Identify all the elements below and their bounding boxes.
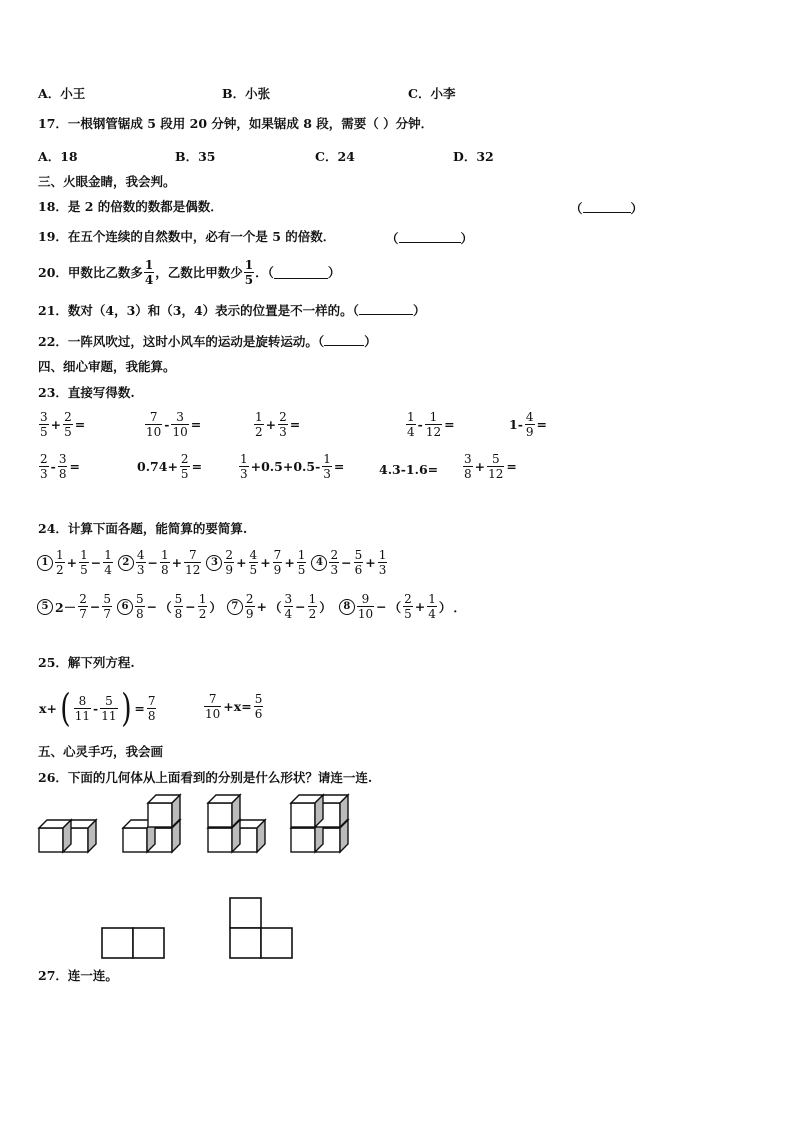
solid-1 (39, 820, 96, 852)
q23-item-3: 1 2 + $\frac{2}{3}$ = (255, 410, 301, 439)
q20-text-b: ，乙数比甲数少 (155, 264, 243, 280)
q23-item-4: 1 4 - $\frac{1}{12}$ = (407, 410, 455, 439)
paren-close: ） (630, 201, 644, 216)
q22-text: 22．一阵风吹过，这时小风车的运动是旋转运动。（ (38, 334, 325, 349)
q16-option-a: A．小王 (38, 86, 86, 101)
q23-text: 23．直接写得数. (38, 385, 135, 400)
q25-equation-2: 7 10 +x= $\frac{5}{6}$ (205, 692, 263, 721)
paren-close: ） (460, 231, 474, 246)
q24-row-1: 1 1 2 + $\frac{1}{5}$ − $\frac{1}{4}$ 2 4 3 − $\frac{1}{8}$ + $\frac{7}{12}$ 3 2 9 + $\frac{4}{5}$ + $\frac{7}{9}$ + $\frac{1}{5}$ 4 2 3 − $\frac{5}{6}$ + $\frac{1}{3}$ (37, 548, 388, 577)
paren-close: ） (364, 334, 377, 349)
q25-equation-1: x+ ( 8 11 - 5 11 ) = $\frac{7}{8}$ (39, 686, 156, 730)
solid-4 (291, 795, 348, 852)
paren-close: ） (412, 303, 426, 318)
q19-text: 19．在五个连续的自然数中，必有一个是 5 的倍数． (38, 229, 336, 244)
section-4-heading: 四、细心审题，我能算。 (38, 359, 176, 374)
circled-number: 7 (227, 599, 243, 615)
q23-item-9: 4.3-1.6= (379, 462, 439, 477)
q23-item-10: 3 8 + $\frac{5}{12}$ = (464, 452, 517, 481)
q25-text: 25．解下列方程. (38, 655, 135, 670)
q23-item-5: 1- $\frac{4}{9}$ = (509, 410, 548, 439)
q24-row-2: 5 2－ 2 7 − $\frac{5}{7}$ 6 5 8 − （ 5 8 − $\frac{1}{2}$ ） 7 2 9 + （ 3 4 − $\frac{1}{2}$ ） 8 9 10 − （ 2 5 + $\frac{1}{4}$ ） ． (37, 592, 467, 621)
q21-text: 21．数对（4，3）和（3，4）表示的位置是不一样的。（ (38, 303, 359, 318)
section-5-heading: 五、心灵手巧，我会画 (38, 744, 164, 759)
q18-text: 18．是 2 的倍数的数都是偶数． (38, 199, 223, 214)
q20-text-d: ） (327, 264, 341, 280)
paren-open: （ (386, 231, 399, 246)
q17-option-b: B．35 (175, 149, 216, 164)
section-3-heading: 三、火眼金睛，我会判。 (38, 174, 176, 189)
q17-option-d: D．32 (453, 149, 494, 164)
circled-number: 2 (118, 555, 134, 571)
top-view-2 (230, 898, 292, 958)
top-view-1 (102, 928, 164, 958)
q26-text: 26．下面的几何体从上面看到的分别是什么形状？请连一连. (38, 770, 373, 785)
q16-option-c: C．小李 (408, 86, 456, 101)
circled-number: 4 (311, 555, 327, 571)
q23-item-1: 3 5 + $\frac{2}{5}$ = (40, 410, 86, 439)
circled-number: 6 (117, 599, 133, 615)
fraction: 1 4 (144, 258, 154, 287)
circled-number: 3 (206, 555, 222, 571)
q17-option-c: C．24 (315, 149, 355, 164)
q17-text: 17．一根钢管锯成 5 段用 20 分钟，如果锯成 8 段，需要（ ）分钟． (38, 116, 434, 131)
q23-item-8: 1 3 +0.5+0.5- $\frac{1}{3}$ = (240, 452, 345, 481)
q17-option-a: A．18 (38, 149, 78, 164)
q23-item-7: 0.74+ $\frac{2}{5}$ = (137, 452, 203, 481)
circled-number: 8 (339, 599, 355, 615)
fraction: 1 5 (244, 258, 254, 287)
circled-number: 1 (37, 555, 53, 571)
q20-text-a: 20．甲数比乙数多 (38, 264, 143, 280)
q23-item-6: 2 3 - $\frac{3}{8}$ = (40, 452, 80, 481)
q24-text: 24．计算下面各题，能简算的要简算. (38, 521, 248, 536)
solid-2 (123, 795, 180, 852)
q16-option-b: B．小张 (222, 86, 271, 101)
circled-number: 5 (37, 599, 53, 615)
q27-text: 27．连一连。 (38, 968, 118, 983)
paren-open: （ (570, 201, 583, 216)
q20-text-c: ．（ (255, 264, 274, 280)
solid-3 (208, 795, 265, 852)
q23-item-2: 7 10 - $\frac{3}{10}$ = (146, 410, 202, 439)
